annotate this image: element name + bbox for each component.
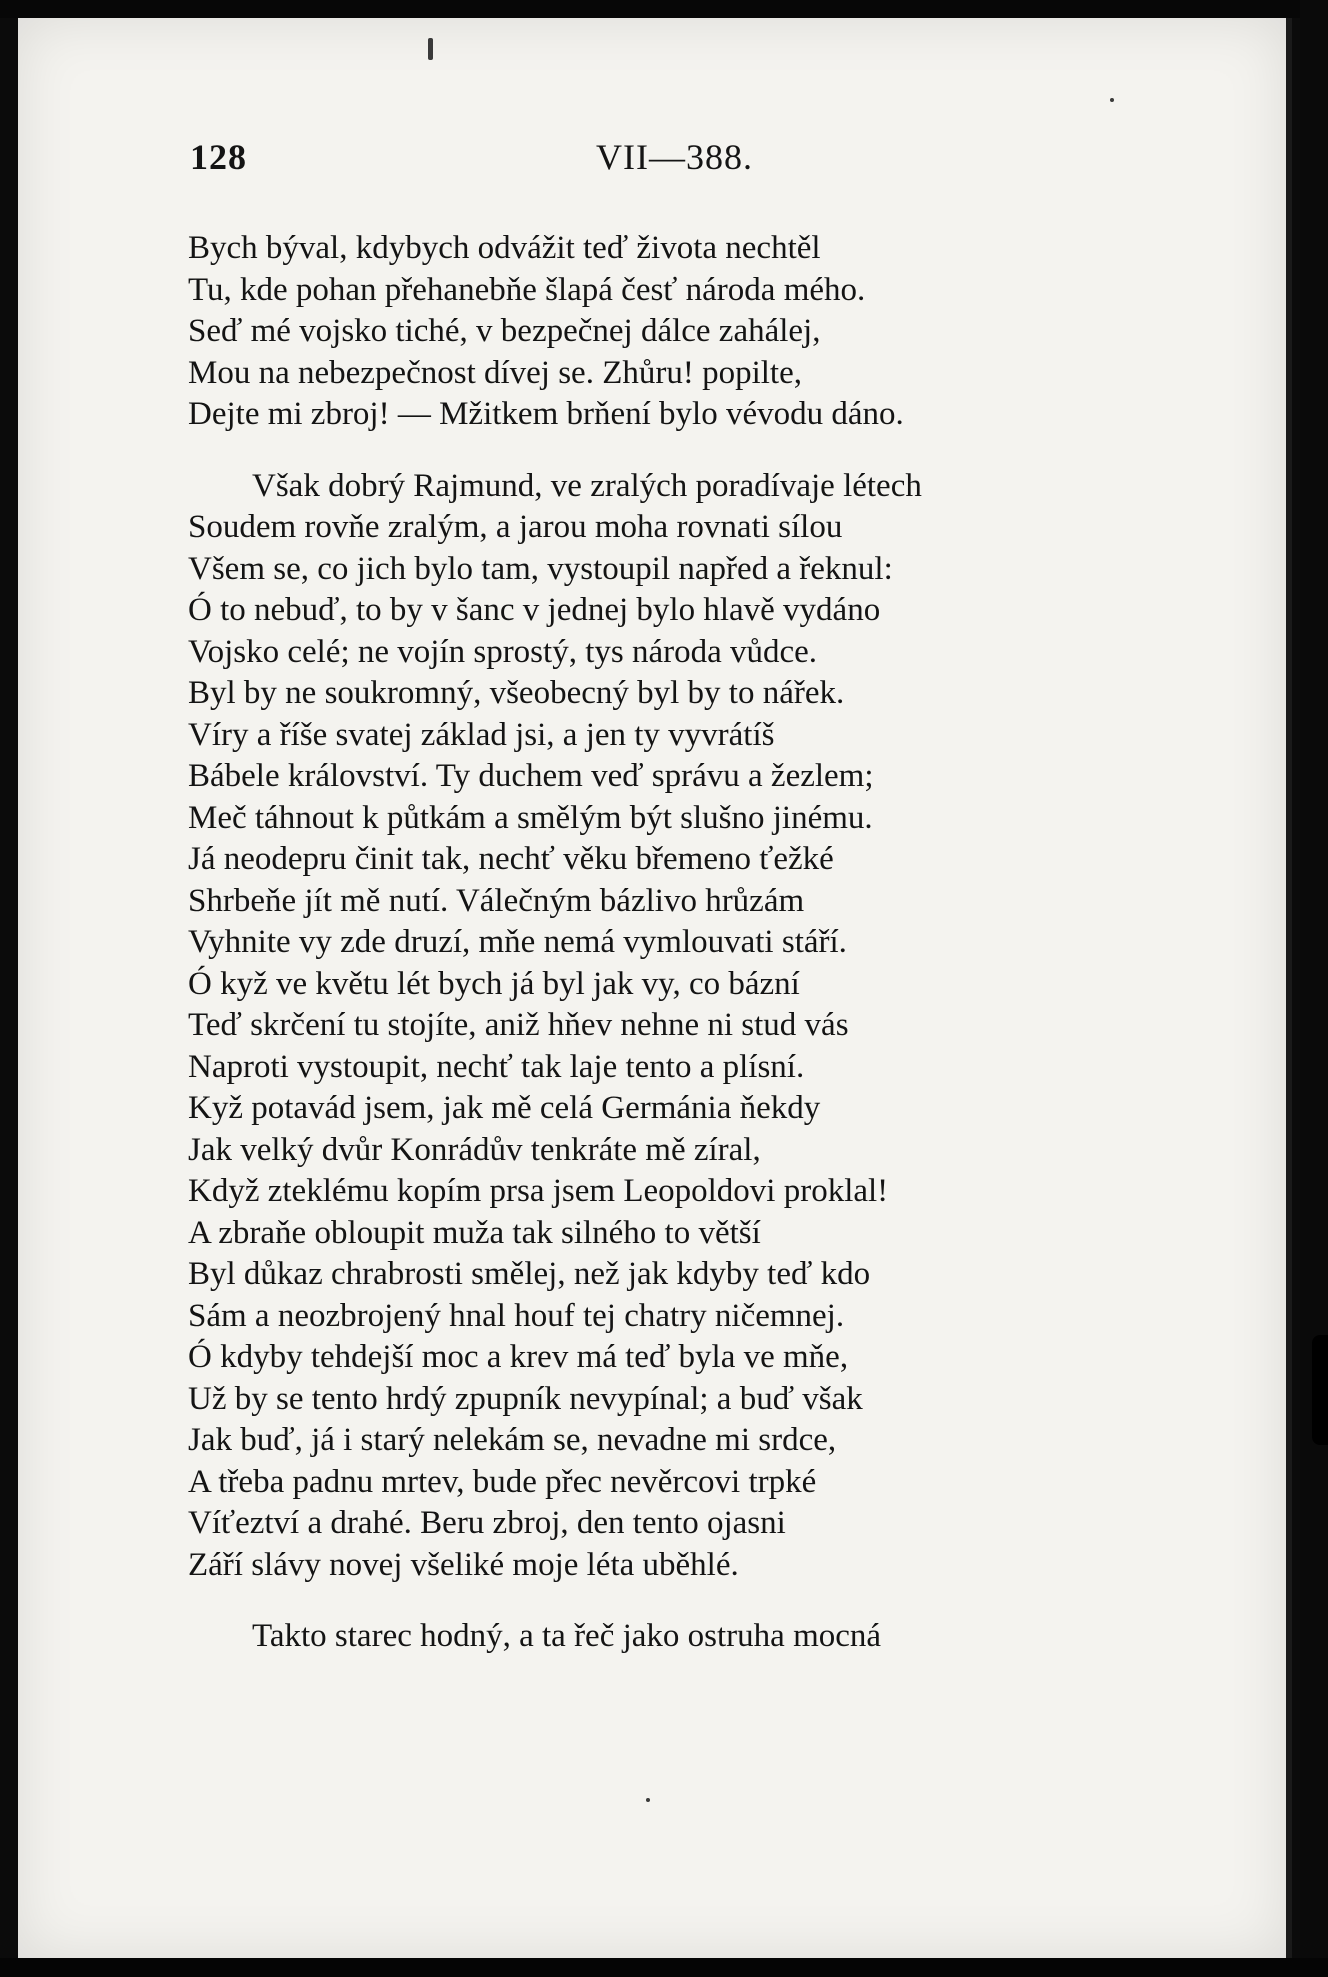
verse-line: Teď skrčení tu stojíte, aniž hňev nehne ni stud vás bbox=[188, 1007, 849, 1043]
page-number: 128 bbox=[190, 137, 247, 177]
verse-line: Soudem rovňe zralým, a jarou moha rovnati sílou bbox=[188, 509, 843, 545]
verse-line: Bábele království. Ty duchem veď správu a žezlem; bbox=[188, 758, 874, 794]
verse-line: Jak velký dvůr Konrádův tenkráte mě zíral, bbox=[188, 1131, 761, 1168]
stanza bbox=[188, 228, 1178, 436]
verse-line: Když zteklému kopím prsa jsem Leopoldovi proklal! bbox=[188, 1173, 889, 1209]
verse-line: Vyhnite vy zde druzí, mňe nemá vymlouvati stáří. bbox=[188, 924, 847, 960]
verse-line: Ó to nebuď, to by v šanc v jednej bylo hlavě vydáno bbox=[188, 592, 881, 628]
verse-line: Všem se, co jich bylo tam, vystoupil napřed a řeknul: bbox=[188, 550, 893, 587]
verse-line: Kyž potavád jsem, jak mě celá Germánia ňekdy bbox=[188, 1090, 821, 1126]
scan-border-right bbox=[1300, 0, 1328, 1977]
verse-line: Já neodepru činit tak, nechť věku břemeno ťežké bbox=[188, 841, 834, 877]
verse-line: Ó kdyby tehdejší moc a krev má teď byla ve mňe, bbox=[188, 1339, 849, 1375]
verse-line: Už by se tento hrdý zpupník nevypínal; a buď však bbox=[188, 1380, 863, 1417]
verse-line: Meč táhnout k půtkám a smělým být slušno jinému. bbox=[188, 799, 873, 836]
scan-border-bottom bbox=[0, 1958, 1328, 1977]
verse-line: Jak buď, já i starý nelekám se, nevadne mi srdce, bbox=[188, 1422, 837, 1458]
verse-line: A třeba padnu mrtev, bude přec nevěrcovi trpké bbox=[188, 1463, 817, 1500]
verse-line: Seď mé vojsko tiché, v bezpečnej dálce zahálej, bbox=[188, 313, 821, 349]
verse-line: Byl důkaz chrabrosti smělej, než jak kdyby teď kdo bbox=[188, 1256, 871, 1292]
verse-line: Víry a říše svatej základ jsi, a jen ty vyvrátíš bbox=[188, 716, 775, 753]
stanza bbox=[188, 1616, 1178, 1658]
paper-speck bbox=[428, 38, 433, 60]
verse-line: Tu, kde pohan přehanebňe šlapá česť národa mého. bbox=[188, 271, 866, 308]
verse-line: Dejte mi zbroj! — Mžitkem brňení bylo vévodu dáno. bbox=[188, 396, 904, 432]
verse-line: Naproti vystoupit, nechť tak laje tento a plísní. bbox=[188, 1048, 805, 1085]
book-page bbox=[18, 18, 1292, 1958]
running-head bbox=[18, 136, 1286, 188]
verse-line: Víťeztví a drahé. Beru zbroj, den tento ojasni bbox=[188, 1505, 786, 1541]
scan-border-top bbox=[0, 0, 1328, 18]
verse-line: Takto starec hodný, a ta řeč jako ostruha mocná bbox=[252, 1618, 882, 1654]
verse-line: Září slávy novej všeliké moje léta uběhlé. bbox=[188, 1546, 739, 1583]
section-reference: VII—388. bbox=[596, 137, 753, 177]
verse-line: Byl by ne soukromný, všeobecný byl by to nářek. bbox=[188, 675, 845, 711]
verse-line: Bych býval, kdybych odvážit teď života nechtěl bbox=[188, 230, 821, 266]
verse-line: Ó kyž ve květu lét bych já byl jak vy, co bázní bbox=[188, 965, 800, 1002]
verse-line: Shrbeňe jít mě nutí. Válečným bázlivo hrůzám bbox=[188, 882, 805, 919]
paper-speck bbox=[1110, 98, 1114, 102]
verse-line: Vojsko celé; ne vojín sprostý, tys národa vůdce. bbox=[188, 633, 818, 670]
stanza bbox=[188, 466, 1178, 1587]
binding-shadow bbox=[1312, 1335, 1328, 1445]
verse-line: Mou na nebezpečnost dívej se. Zhůru! popilte, bbox=[188, 354, 802, 391]
paper-speck bbox=[646, 1798, 650, 1802]
verse-line: A zbraňe obloupit muža tak silného to větší bbox=[188, 1214, 761, 1251]
verse-line: Však dobrý Rajmund, ve zralých poradívaje létech bbox=[252, 467, 922, 504]
verse-line: Sám a neozbrojený hnal houf tej chatry ničemnej. bbox=[188, 1297, 845, 1334]
poem-text bbox=[188, 228, 1178, 1658]
